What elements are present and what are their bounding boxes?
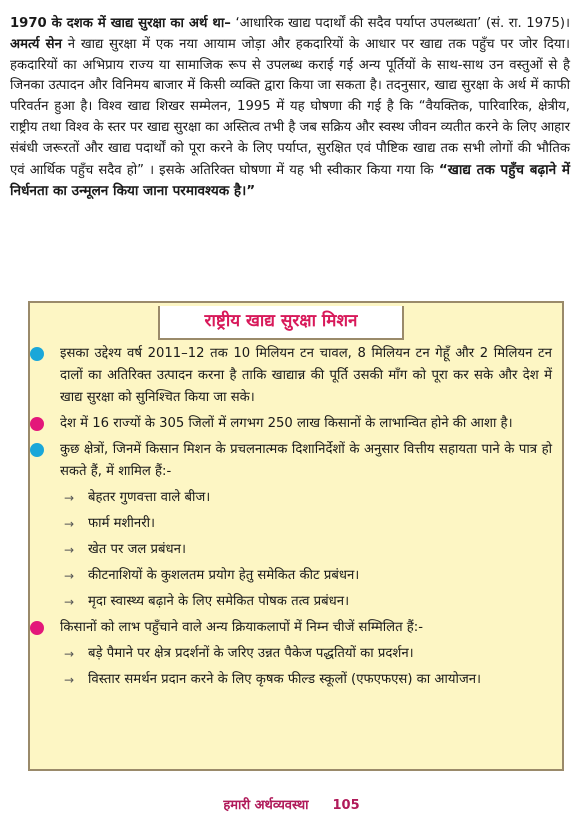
bullet-text: किसानों को लाभ पहुँचाने वाले अन्य क्रियाकलापों में निम्न चीजें सम्मिलित हैं:-: [60, 620, 423, 635]
bullet-item: [60, 413, 552, 435]
book-title: हमारी अर्थव्यवस्था: [223, 798, 309, 813]
intro-quote: “खाद्य तक पहुँच बढ़ाने में निर्धनता का उन्मूलन किया जाना परमावश्यक है।”: [10, 161, 570, 200]
sub-text: मृदा स्वास्थ्य बढ़ाने के लिए समेकित पोषक तत्व प्रबंधन।: [88, 594, 350, 609]
sub-item: [60, 591, 552, 613]
cyan-bullet-icon: [30, 347, 44, 361]
page-number: 105: [332, 798, 360, 813]
pink-bullet-icon: [30, 417, 44, 431]
arrow-icon: →: [64, 569, 75, 583]
sub-item: [60, 565, 552, 587]
arrow-icon: →: [64, 517, 75, 531]
arrow-icon: →: [64, 673, 75, 687]
bullet-text: देश में 16 राज्यों के 305 जिलों में लगभग 250 लाख किसानों के लाभान्वित होने की आशा है।: [60, 416, 513, 431]
sub-text: विस्तार समर्थन प्रदान करने के लिए कृषक फील्ड स्कूलों (एफएफएस) का आयोजन।: [88, 672, 482, 687]
bullet-item: [60, 617, 552, 639]
sub-text: कीटनाशियों के कुशलतम प्रयोग हेतु समेकित कीट प्रबंधन।: [88, 568, 360, 583]
cyan-bullet-icon: [30, 443, 44, 457]
intro-text-1: ‘आधारिक खाद्य पदार्थों की सदैव पर्याप्त उपलब्धता’ (सं. रा. 1975)।: [230, 16, 571, 31]
mission-box-title: राष्ट्रीय खाद्य सुरक्षा मिशन: [158, 306, 404, 340]
bullet-item: [60, 439, 552, 483]
sub-item: [60, 643, 552, 665]
arrow-icon: →: [64, 647, 75, 661]
sub-text: बेहतर गुणवत्ता वाले बीज।: [88, 490, 211, 505]
sub-item: [60, 669, 552, 691]
intro-text-2: ने खाद्य सुरक्षा में एक नया आयाम जोड़ा और हकदारियों के आधार पर खाद्य तक पहुँच पर जोर दिया। हकदारियों का अभिप्राय राज्य या सामाजिक रूप से उपलब्ध कराई गई अन्य पूर्तियों के साथ-साथ उन वस्तुओं से है जिनका उत्पादन और विनिमय बाजार में किसी व्यक्ति द्वारा किया जा सकता है। तदनुसार, खाद्य सुरक्षा के अर्थ में काफी परिवर्तन हुआ है। विश्व खाद्य शिखर सम्मेलन, 1995 में यह घोषणा की गई है कि “वैयक्तिक, पारिवारिक, क्षेत्रीय, राष्ट्रीय तथा विश्व के स्तर पर खाद्य सुरक्षा का अस्तित्व तभी है जब सक्रिय और स्वस्थ जीवन व्यतीत करने के लिए आहार संबंधी जरूरतों और खाद्य पदार्थों को पूरा करने के लिए पर्याप्त, सुरक्षित एवं पौष्टिक खाद्य तक सभी लोगों की भौतिक एवं आर्थिक पहुँच सदैव हो” । इसके अतिरिक्त घोषणा में यह भी स्वीकार किया गया कि: [10, 36, 570, 178]
mission-bullets: [60, 343, 552, 695]
sub-item: [60, 513, 552, 535]
arrow-icon: →: [64, 491, 75, 505]
pink-bullet-icon: [30, 621, 44, 635]
page-footer: [0, 795, 583, 813]
sub-text: खेत पर जल प्रबंधन।: [88, 542, 186, 557]
sub-item: [60, 487, 552, 509]
sub-text: बड़े पैमाने पर क्षेत्र प्रदर्शनों के जरिए उन्नत पैकेज पद्धतियों का प्रदर्शन।: [88, 646, 414, 661]
bullet-item: [60, 343, 552, 409]
arrow-icon: →: [64, 595, 75, 609]
arrow-icon: →: [64, 543, 75, 557]
intro-lead: 1970 के दशक में खाद्य सुरक्षा का अर्थ था–: [10, 16, 231, 31]
bullet-text: इसका उद्देश्य वर्ष 2011–12 तक 10 मिलियन टन चावल, 8 मिलियन टन गेहूँ और 2 मिलियन टन दालों का अतिरिक्त उत्पादन करना है ताकि खाद्यान्न की पूर्ति उसकी माँग को पूरा कर सके और देश में खाद्य सुरक्षा को सुनिश्चित किया जा सके।: [60, 346, 552, 405]
intro-paragraph: [10, 14, 570, 203]
amartya-sen: अमर्त्य सेन: [10, 36, 62, 52]
sub-item: [60, 539, 552, 561]
sub-text: फार्म मशीनरी।: [88, 516, 156, 531]
bullet-text: कुछ क्षेत्रों, जिनमें किसान मिशन के प्रचलनात्मक दिशानिर्देशों के अनुसार वित्तीय सहायता पाने के पात्र हो सकते हैं, में शामिल हैं:-: [60, 442, 552, 479]
